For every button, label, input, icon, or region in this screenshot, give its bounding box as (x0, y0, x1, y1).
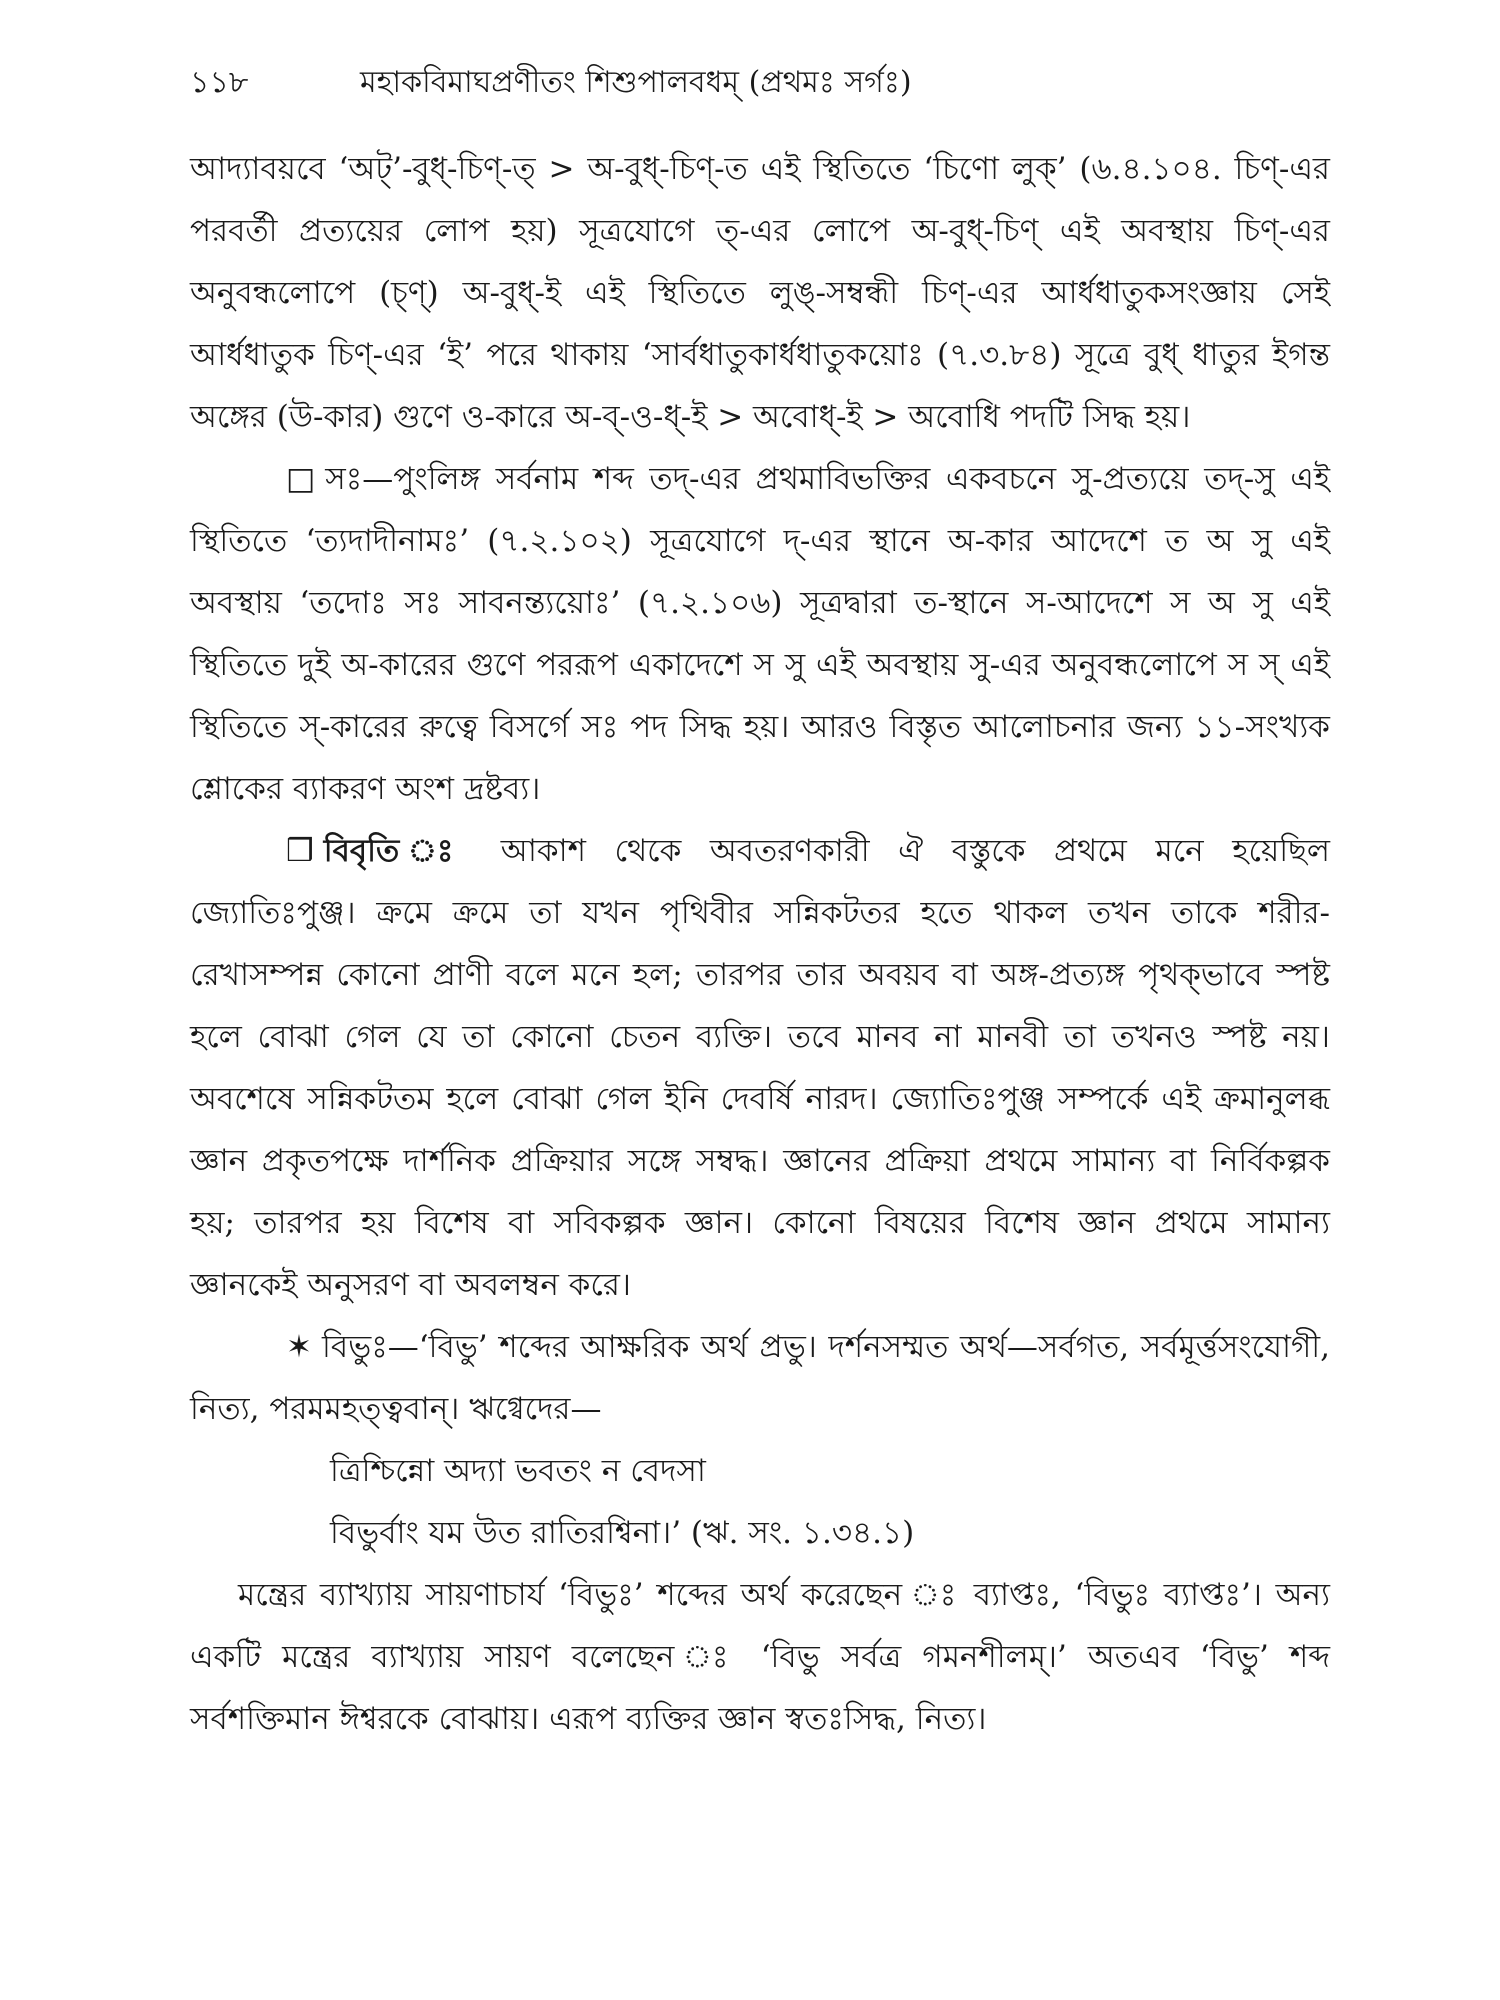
star-bullet-icon: ✶ (286, 1329, 312, 1365)
square-bullet-icon: □ (286, 461, 316, 497)
paragraph-sah (190, 448, 1330, 820)
paragraph-vivriti-text: আকাশ থেকে অবতরণকারী ঐ বস্তুকে প্রথমে মনে হয়েছিল জ্যোতিঃপুঞ্জ। ক্রমে ক্রমে তা যখন পৃথিবীর সন্নিকটতর হতে থাকল তখন তাকে শরীর-রেখাসম্পন্ন কোনো প্রাণী বলে মনে হল; তারপর তার অবয়ব বা অঙ্গ-প্রত্যঙ্গ পৃথক্‌ভাবে স্পষ্ট হলে বোঝা গেল যে তা কোনো চেতন ব্যক্তি। তবে মানব না মানবী তা তখনও স্পষ্ট নয়। অবশেষে সন্নিকটতম হলে বোঝা গেল ইনি দেবর্ষি নারদ। জ্যোতিঃপুঞ্জ সম্পর্কে এই ক্রমানুলব্ধ জ্ঞান প্রকৃতপক্ষে দার্শনিক প্রক্রিয়ার সঙ্গে সম্বদ্ধ। জ্ঞানের প্রক্রিয়া প্রথমে সামান্য বা নির্বিকল্পক হয়; তারপর হয় বিশেষ বা সবিকল্পক জ্ঞান। কোনো বিষয়ের বিশেষ জ্ঞান প্রথমে সামান্য জ্ঞানকেই অনুসরণ বা অবলম্বন করে। (190, 833, 1330, 1303)
page-header (190, 58, 1330, 118)
paragraph-vibhu (190, 1316, 1330, 1440)
verse-line-1: ত্রিশ্চিন্নো অদ্যা ভবতং ন বেদসা (330, 1453, 706, 1489)
page-number: ১১৮ (190, 65, 249, 100)
vivriti-term: বিবৃতি ঃ (323, 833, 473, 869)
square-bullet-icon: ❒ (286, 833, 314, 869)
running-title: মহাকবিমাঘপ্রণীতং শিশুপালবধম্ (প্রথমঃ সর্গঃ) (360, 65, 912, 100)
paragraph-vibhu-text: বিভুঃ—‘বিভু’ শব্দের আক্ষরিক অর্থ প্রভু। দর্শনসম্মত অর্থ—সর্বগত, সর্বমূর্ত্তসংযোগী, নিত্য, পরমমহত্ত্ববান্। ঋগ্বেদের— (190, 1329, 1330, 1427)
verse-line-2: বিভুর্বাং যম উত রাতিরশ্বিনা।’ (ঋ. সং. ১.৩৪.১) (330, 1515, 915, 1551)
paragraph-sah-text: সঃ—পুংলিঙ্গ সর্বনাম শব্দ তদ্-এর প্রথমাবিভক্তির একবচনে সু-প্রত্যয়ে তদ্-সু এই স্থিতিতে ‘ত্যদাদীনামঃ’ (৭.২.১০২) সূত্রযোগে দ্-এর স্থানে অ-কার আদেশে ত অ সু এই অবস্থায় ‘তদোঃ সঃ সাবনন্ত্যয়োঃ’ (৭.২.১০৬) সূত্রদ্বারা ত-স্থানে স-আদেশে স অ সু এই স্থিতিতে দুই অ-কারের গুণে পররূপ একাদেশে স সু এই অবস্থায় সু-এর অনুবন্ধলোপে স স্ এই স্থিতিতে স্-কারের রুত্বে বিসর্গে সঃ পদ সিদ্ধ হয়। আরও বিস্তৃত আলোচনার জন্য ১১-সংখ্যক শ্লোকের ব্যাকরণ অংশ দ্রষ্টব্য। (190, 461, 1330, 807)
paragraph-sayana: মন্ত্রের ব্যাখ্যায় সায়ণাচার্য ‘বিভুঃ’ শব্দের অর্থ করেছেন ঃ ব্যাপ্তঃ, ‘বিভুঃ ব্যাপ্তঃ’। অন্য একটি মন্ত্রের ব্যাখ্যায় সায়ণ বলেছেন ঃ ‘বিভু সর্বত্র গমনশীলম্।’ অতএব ‘বিভু’ শব্দ সর্বশক্তিমান ঈশ্বরকে বোঝায়। এরূপ ব্যক্তির জ্ঞান স্বতঃসিদ্ধ, নিত্য। (190, 1577, 1330, 1737)
paragraph-grammar-continuation: আদ্যাবয়বে ‘অট্’-বুধ্-চিণ্-ত্ > অ-বুধ্-চিণ্-ত এই স্থিতিতে ‘চিণো লুক্’ (৬.৪.১০৪. চিণ্-এর পরবর্তী প্রত্যয়ের লোপ হয়) সূত্রযোগে ত্-এর লোপে অ-বুধ্-চিণ্ এই অবস্থায় চিণ্-এর অনুবন্ধলোপে (চ্ণ্) অ-বুধ্-ই এই স্থিতিতে লুঙ্-সম্বন্ধী চিণ্-এর আর্ধধাতুকসংজ্ঞায় সেই আর্ধধাতুক চিণ্-এর ‘ই’ পরে থাকায় ‘সার্বধাতুকার্ধধাতুকয়োঃ (৭.৩.৮৪) সূত্রে বুধ্ ধাতুর ইগন্ত অঙ্গের (উ-কার) গুণে ও-কারে অ-ব্-ও-ধ্-ই > অবোধ্-ই > অবোধি পদটি সিদ্ধ হয়। (190, 151, 1330, 435)
page-body (190, 138, 1330, 1750)
paragraph-vivriti (190, 820, 1330, 1316)
